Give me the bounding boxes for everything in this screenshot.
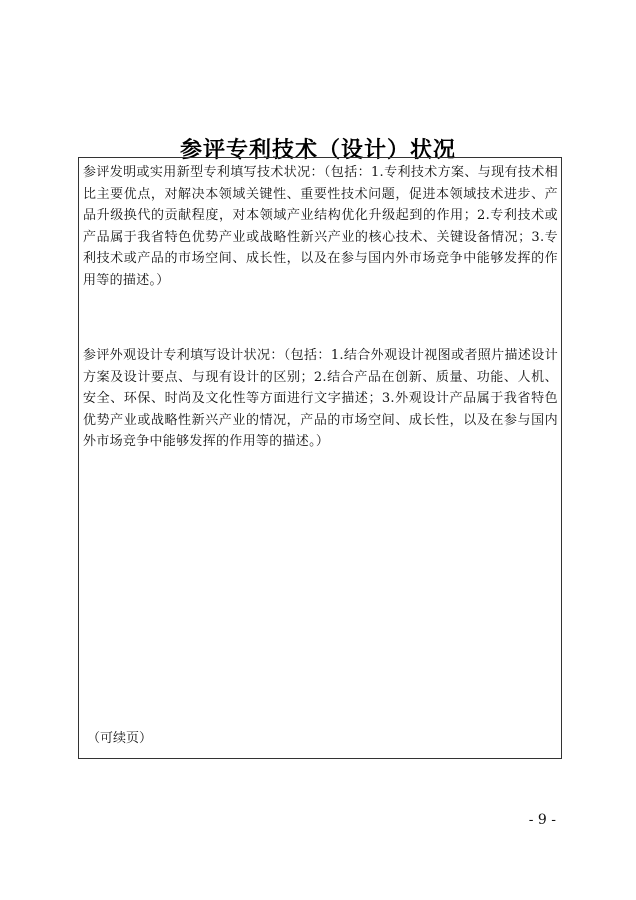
invention-instructions: 参评发明或实用新型专利填写技术状况：（包括：1.专利技术方案、与现有技术相比主要优点，对解决本领域关键性、重要性技术问题，促进本领域技术进步、产品升级换代的贡献程度，对本领域产业结构优化升级起到的作用；2.专利技术或产品属于我省特色优势产业或战略性新兴产业的核心技术、关键设备情况；3.专利技术或产品的市场空间、成长性，以及在参与国内外市场竞争中能够发挥的作用等的描述。） — [83, 165, 558, 288]
page-title: 参评专利技术（设计）状况 — [179, 137, 456, 163]
continue-page-note: （可续页） — [87, 731, 153, 746]
page-number: - 9 - — [528, 812, 556, 828]
patent-status-box — [78, 157, 562, 759]
design-instructions: 参评外观设计专利填写设计状况：（包括：1.结合外观设计视图或者照片描述设计方案及设计要点、与现有设计的区别；2.结合产品在创新、质量、功能、人机、安全、环保、时尚及文化性等方面进行文字描述；3.外观设计产品属于我省特色优势产业或战略性新兴产业的情况，产品的市场空间、成长性，以及在参与国内外市场竞争中能够发挥的作用等的描述。） — [83, 348, 558, 450]
